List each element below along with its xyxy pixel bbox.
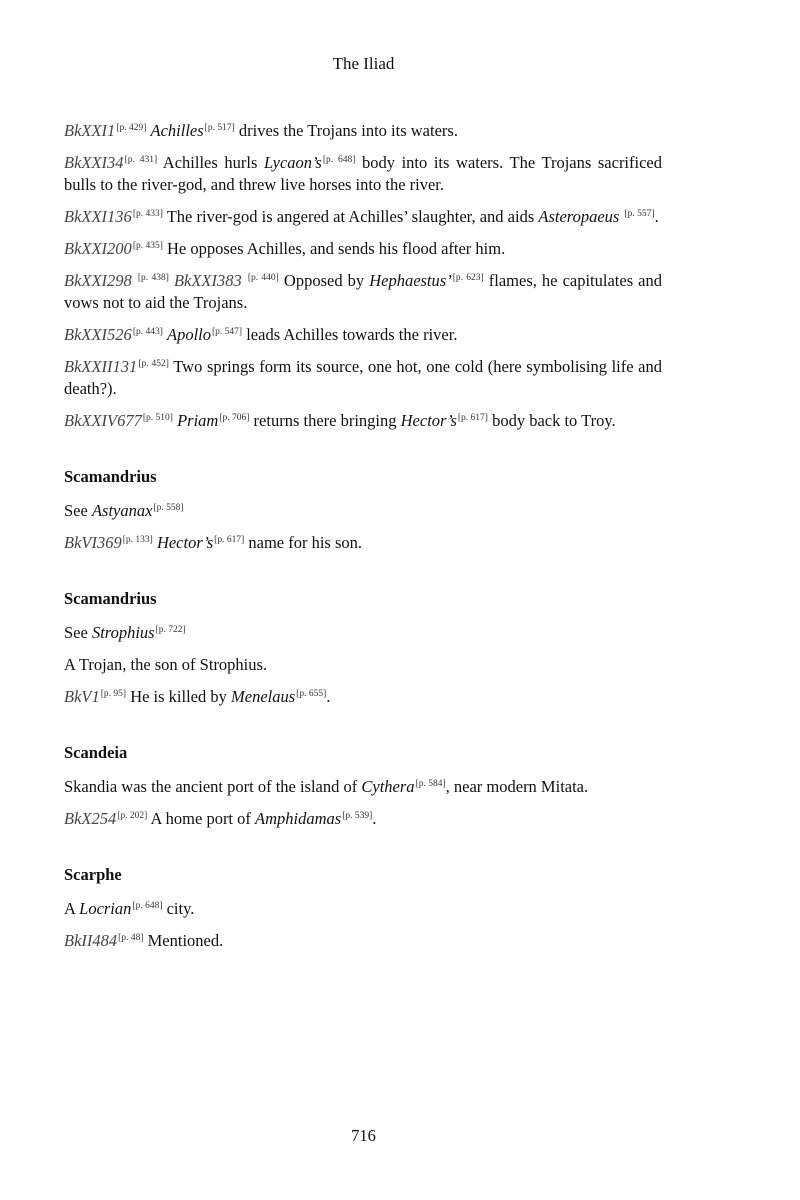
entry-text: body back to Troy. — [487, 411, 616, 430]
entry-text: Skandia was the ancient port of the island of — [64, 777, 362, 796]
entry-heading-scandeia: Scandeia — [64, 743, 128, 762]
entry-bkxxiv677 — [64, 410, 662, 432]
person-link[interactable]: Astyanax — [91, 501, 153, 520]
book-ref[interactable]: BkX254 — [64, 809, 117, 828]
entry-text: Achilles hurls — [157, 153, 264, 172]
entry-bkvi369 — [64, 532, 662, 554]
entry-bkii484 — [64, 930, 662, 952]
page-ref[interactable]: [p. 722] — [155, 624, 186, 635]
person-link[interactable]: Strophius — [91, 623, 155, 642]
entry-bkxxi34 — [64, 152, 662, 196]
book-ref[interactable]: BkV1 — [64, 687, 100, 706]
people-link[interactable]: Locrian — [79, 899, 132, 918]
entry-text: leads Achilles towards the river. — [242, 325, 458, 344]
book-ref[interactable]: BkII484 — [64, 931, 118, 950]
person-link[interactable]: Achilles — [150, 121, 204, 140]
page-ref[interactable]: [p. 452] — [138, 358, 169, 369]
person-link[interactable]: Amphidamas — [255, 809, 342, 828]
page-ref[interactable]: [p. 429] — [116, 122, 147, 133]
entry-text: city. — [162, 899, 195, 918]
page-ref[interactable]: [p. 202] — [117, 810, 148, 821]
entry-heading-scarphe: Scarphe — [64, 865, 122, 884]
entry-bkxxi526 — [64, 324, 662, 346]
entry-description — [64, 776, 662, 798]
entry-heading-scamandrius: Scamandrius — [64, 467, 157, 486]
person-link[interactable]: Hector’s — [400, 411, 457, 430]
book-ref[interactable]: BkXXI136 — [64, 207, 132, 226]
entry-bkx254 — [64, 808, 662, 830]
entry-description: A Trojan, the son of Strophius. — [64, 655, 268, 674]
book-ref[interactable]: BkXXI298 — [64, 271, 132, 290]
book-ref[interactable]: BkXXI526 — [64, 325, 132, 344]
entry-text: A home port of — [147, 809, 256, 828]
page-ref[interactable]: [p. 438] — [137, 272, 169, 283]
entry-bkv1 — [64, 686, 662, 708]
page-ref[interactable]: [p. 558] — [153, 502, 184, 513]
page-ref[interactable]: [p. 655] — [296, 688, 327, 699]
page-ref[interactable]: [p. 433] — [132, 208, 163, 219]
page-ref[interactable]: [p. 617] — [457, 412, 488, 423]
entry-bkxxi200 — [64, 238, 662, 260]
page-ref[interactable]: [p. 440] — [247, 272, 279, 283]
entry-text: A — [64, 899, 80, 918]
page-ref[interactable]: [p. 48] — [118, 932, 144, 943]
see-also — [64, 622, 662, 644]
entry-text: . — [654, 207, 659, 226]
person-link[interactable]: Apollo — [167, 325, 212, 344]
page-ref[interactable]: [p. 557] — [624, 208, 655, 219]
page-ref[interactable]: [p. 517] — [204, 122, 235, 133]
page-ref[interactable]: [p. 706] — [219, 412, 250, 423]
person-link[interactable]: Menelaus — [231, 687, 296, 706]
book-ref[interactable]: BkXXI383 — [173, 271, 242, 290]
book-ref[interactable]: BkXXIV677 — [64, 411, 142, 430]
entry-text: drives the Trojans into its waters. — [234, 121, 458, 140]
book-ref[interactable]: BkXXI34 — [64, 153, 124, 172]
entry-description — [64, 898, 662, 920]
entry-text: returns there bringing — [249, 411, 401, 430]
person-link[interactable]: Asteropaeus — [538, 207, 620, 226]
page-ref[interactable]: [p. 648] — [322, 154, 356, 165]
page-ref[interactable]: [p. 539] — [342, 810, 373, 821]
entry-text: , near modern Mitata. — [445, 777, 589, 796]
page-ref[interactable]: [p. 133] — [122, 534, 153, 545]
book-ref[interactable]: BkXXI1 — [64, 121, 116, 140]
entry-bkxxi1 — [64, 120, 662, 142]
entry-bkxxi136 — [64, 206, 662, 228]
person-link[interactable]: Hephaestus’ — [369, 271, 452, 290]
entry-bkxxii131 — [64, 356, 662, 400]
running-title: The Iliad — [332, 54, 395, 73]
page-ref[interactable]: [p. 431] — [124, 154, 158, 165]
person-link[interactable]: Lycaon’s — [263, 153, 322, 172]
page-ref[interactable]: [p. 435] — [132, 240, 163, 251]
entry-text: name for his son. — [244, 533, 363, 552]
page-ref[interactable]: [p. 648] — [132, 900, 163, 911]
entry-text: Mentioned. — [143, 931, 224, 950]
page-ref[interactable]: [p. 443] — [132, 326, 163, 337]
page-content — [64, 120, 662, 962]
entry-text: He is killed by — [126, 687, 232, 706]
see-prefix: See — [64, 623, 92, 642]
page-ref[interactable]: [p. 95] — [100, 688, 127, 699]
book-ref[interactable]: BkVI369 — [64, 533, 122, 552]
page-ref[interactable]: [p. 623] — [452, 272, 484, 283]
page-ref[interactable]: [p. 617] — [214, 534, 245, 545]
entry-bkxxi298 — [64, 270, 662, 314]
page-ref[interactable]: [p. 547] — [212, 326, 243, 337]
place-link[interactable]: Cythera — [361, 777, 415, 796]
book-ref[interactable]: BkXXI200 — [64, 239, 132, 258]
entry-text: body into its waters. The Trojans sacrificed bulls to the river-god, and threw live horses into the river. — [64, 153, 662, 194]
entry-text: Opposed by — [278, 271, 370, 290]
entry-text: He opposes Achilles, and sends his flood after him. — [162, 239, 506, 258]
book-ref[interactable]: BkXXII131 — [64, 357, 138, 376]
see-also — [64, 500, 662, 522]
page-ref[interactable]: [p. 510] — [142, 412, 173, 423]
entry-text: Two springs form its source, one hot, one cold (here symbolising life and death?). — [64, 357, 663, 398]
entry-text: . — [372, 809, 377, 828]
entry-text: The river-god is angered at Achilles’ slaughter, and aids — [162, 207, 539, 226]
entry-text: . — [326, 687, 331, 706]
person-link[interactable]: Priam — [177, 411, 219, 430]
page-number: 716 — [351, 1126, 376, 1145]
page-ref[interactable]: [p. 584] — [415, 778, 446, 789]
entry-text: flames, he capitulates and vows not to aid the Trojans. — [64, 271, 663, 312]
entry-heading-scamandrius-trojan: Scamandrius — [64, 589, 157, 608]
person-link[interactable]: Hector’s — [156, 533, 214, 552]
see-prefix: See — [64, 501, 92, 520]
